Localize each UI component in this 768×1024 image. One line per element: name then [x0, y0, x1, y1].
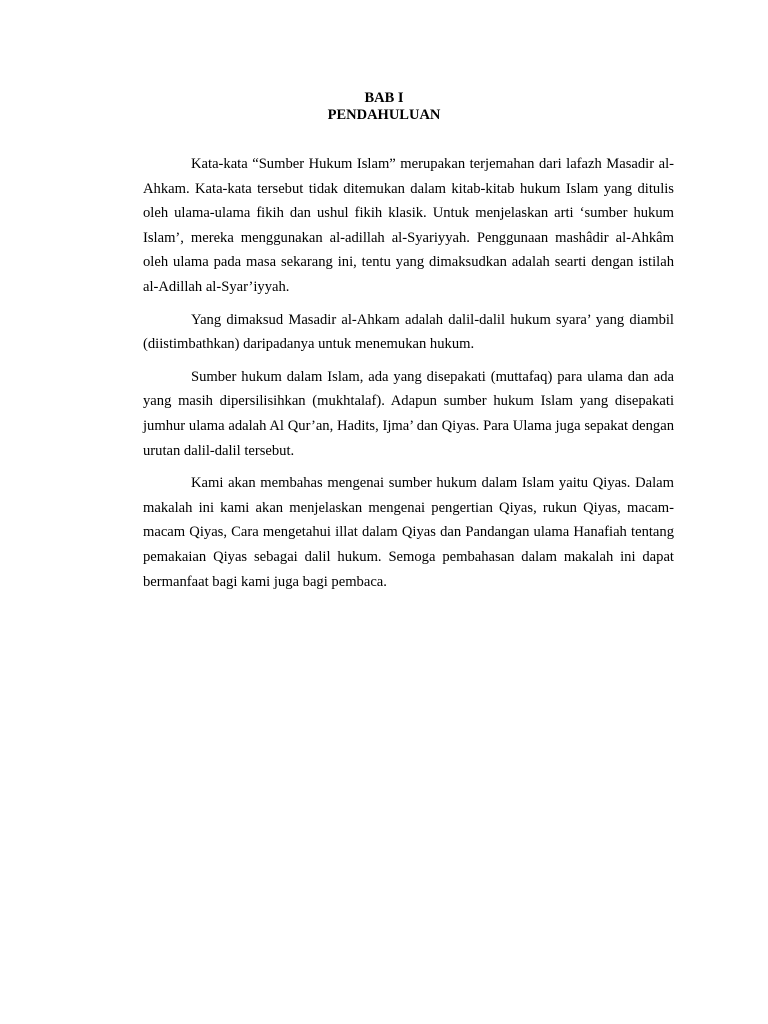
chapter-number: BAB I [364, 90, 404, 106]
chapter-title: PENDAHULUAN [327, 107, 441, 123]
paragraph-3: Sumber hukum dalam Islam, ada yang disepakati (muttafaq) para ulama dan ada yang masih dipersilisihkan (mukhtalaf). Adapun sumber hukum Islam yang disepakati jumhur ulama adalah Al Qur’an, Hadits, Ijma’ dan Qiyas. Para Ulama juga sepakat dengan urutan dalil-dalil tersebut. [143, 368, 674, 459]
paragraph-2: Yang dimaksud Masadir al-Ahkam adalah dalil-dalil hukum syara’ yang diambil (diistimbathkan) daripadanya untuk menemukan hukum. [143, 311, 674, 353]
document-body [143, 152, 674, 602]
paragraph-4: Kami akan membahas mengenai sumber hukum dalam Islam yaitu Qiyas. Dalam makalah ini kami akan menjelaskan mengenai pengertian Qiyas, rukun Qiyas, macam-macam Qiyas, Cara mengetahui illat dalam Qiyas dan Pandangan ulama Hanafiah tentang pemakaian Qiyas sebagai dalil hukum. Semoga pembahasan dalam makalah ini dapat bermanfaat bagi kami juga bagi pembaca. [143, 475, 674, 590]
paragraph-1: Kata-kata “Sumber Hukum Islam” merupakan terjemahan dari lafazh Masadir al-Ahkam. Kata-kata tersebut tidak ditemukan dalam kitab-kitab hukum Islam yang ditulis oleh ulama-ulama fikih dan ushul fikih klasik. Untuk menjelaskan arti ‘sumber hukum Islam’, mereka menggunakan al-adillah al-Syariyyah. Penggunaan mashâdir al-Ahkâm oleh ulama pada masa sekarang ini, tentu yang dimaksudkan adalah searti dengan istilah al-Adillah al-Syar’iyyah. [143, 156, 674, 295]
